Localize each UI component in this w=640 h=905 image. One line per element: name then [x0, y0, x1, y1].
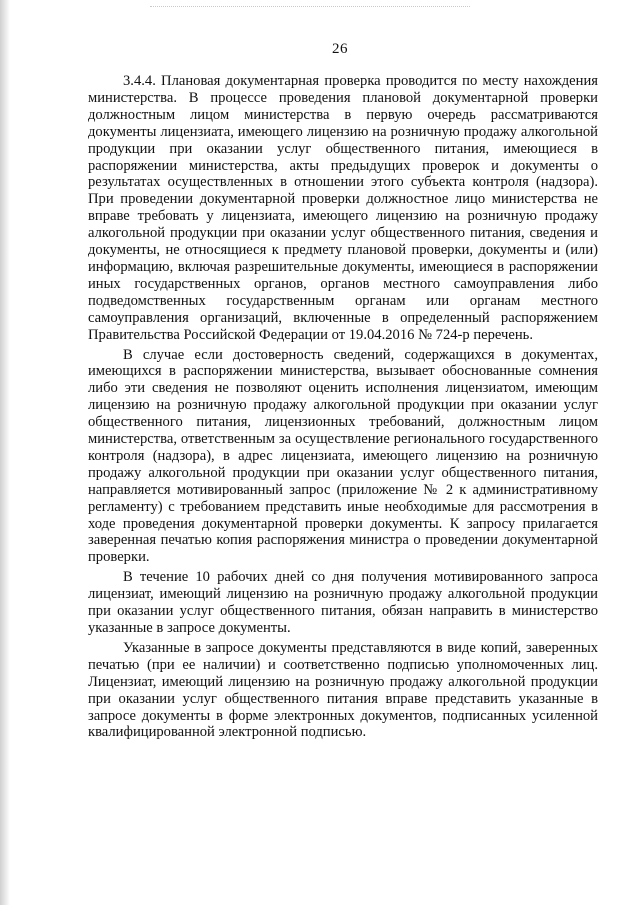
scan-top-noise	[150, 6, 470, 8]
paragraph-ten-working-days: В течение 10 рабочих дней со дня получения мотивированного запроса лицензиат, имеющий лицензию на розничную продажу алкогольной продукции при оказании услуг общественного питания, обязан направить в министерство указанные в запросе документы.	[88, 569, 598, 636]
paragraph-planned-documentary-check: 3.4.4. Плановая документарная проверка проводится по месту нахождения министерства. В процессе проведения плановой документарной проверки должностным лицом министерства в первую очередь рассматриваются документы лицензиата, имеющего лицензию на розничную продажу алкогольной продукции при оказании услуг общественного питания, имеющиеся в распоряжении министерства, акты предыдущих проверок и документы о результатах осуществленных в отношении этого субъекта контроля (надзора). При проведении документарной проверки должностное лицо министерства не вправе требовать у лицензиата, имеющего лицензию на розничную продажу алкогольной продукции при оказании услуг общественного питания, сведения и документы, не относящиеся к предмету плановой проверки, документы и (или) информацию, включая разрешительные документы, имеющиеся в распоряжении иных государственных органов, органов местного самоуправления либо подведомственных государственным органам или органам местного самоуправления организаций, включенные в определенный распоряжением Правительства Российской Федерации от 19.04.2016 № 724-р перечень.	[88, 73, 598, 343]
document-body	[88, 73, 598, 744]
paragraph-document-copies: Указанные в запросе документы представляются в виде копий, заверенных печатью (при ее наличии) и соответственно подписью уполномоченных лиц. Лицензиат, имеющий лицензию на розничную продажу алкогольной продукции при оказании услуг общественного питания вправе представить указанные в запросе документы в форме электронных документов, подписанных усиленной квалифицированной электронной подписью.	[88, 639, 598, 741]
page-number: 26	[332, 41, 348, 57]
paragraph-reasoned-request: В случае если достоверность сведений, содержащихся в документах, имеющихся в распоряжении министерства, вызывает обоснованные сомнения либо эти сведения не позволяют оценить исполнения лицензиатом, имеющим лицензию на розничную продажу алкогольной продукции при оказании услуг общественного питания, лицензионных требований, должностным лицом министерства, ответственным за осуществление регионального государственного контроля (надзора), в адрес лицензиата, имеющего лицензию на розничную продажу алкогольной продукции при оказании услуг общественного питания, направляется мотивированный запрос (приложение № 2 к административному регламенту) с требованием представить иные необходимые для рассмотрения в ходе проведения документарной проверки документы. К запросу прилагается заверенная печатью копия распоряжения министра о проведении документарной проверки.	[88, 346, 598, 566]
scan-left-edge	[0, 0, 10, 905]
